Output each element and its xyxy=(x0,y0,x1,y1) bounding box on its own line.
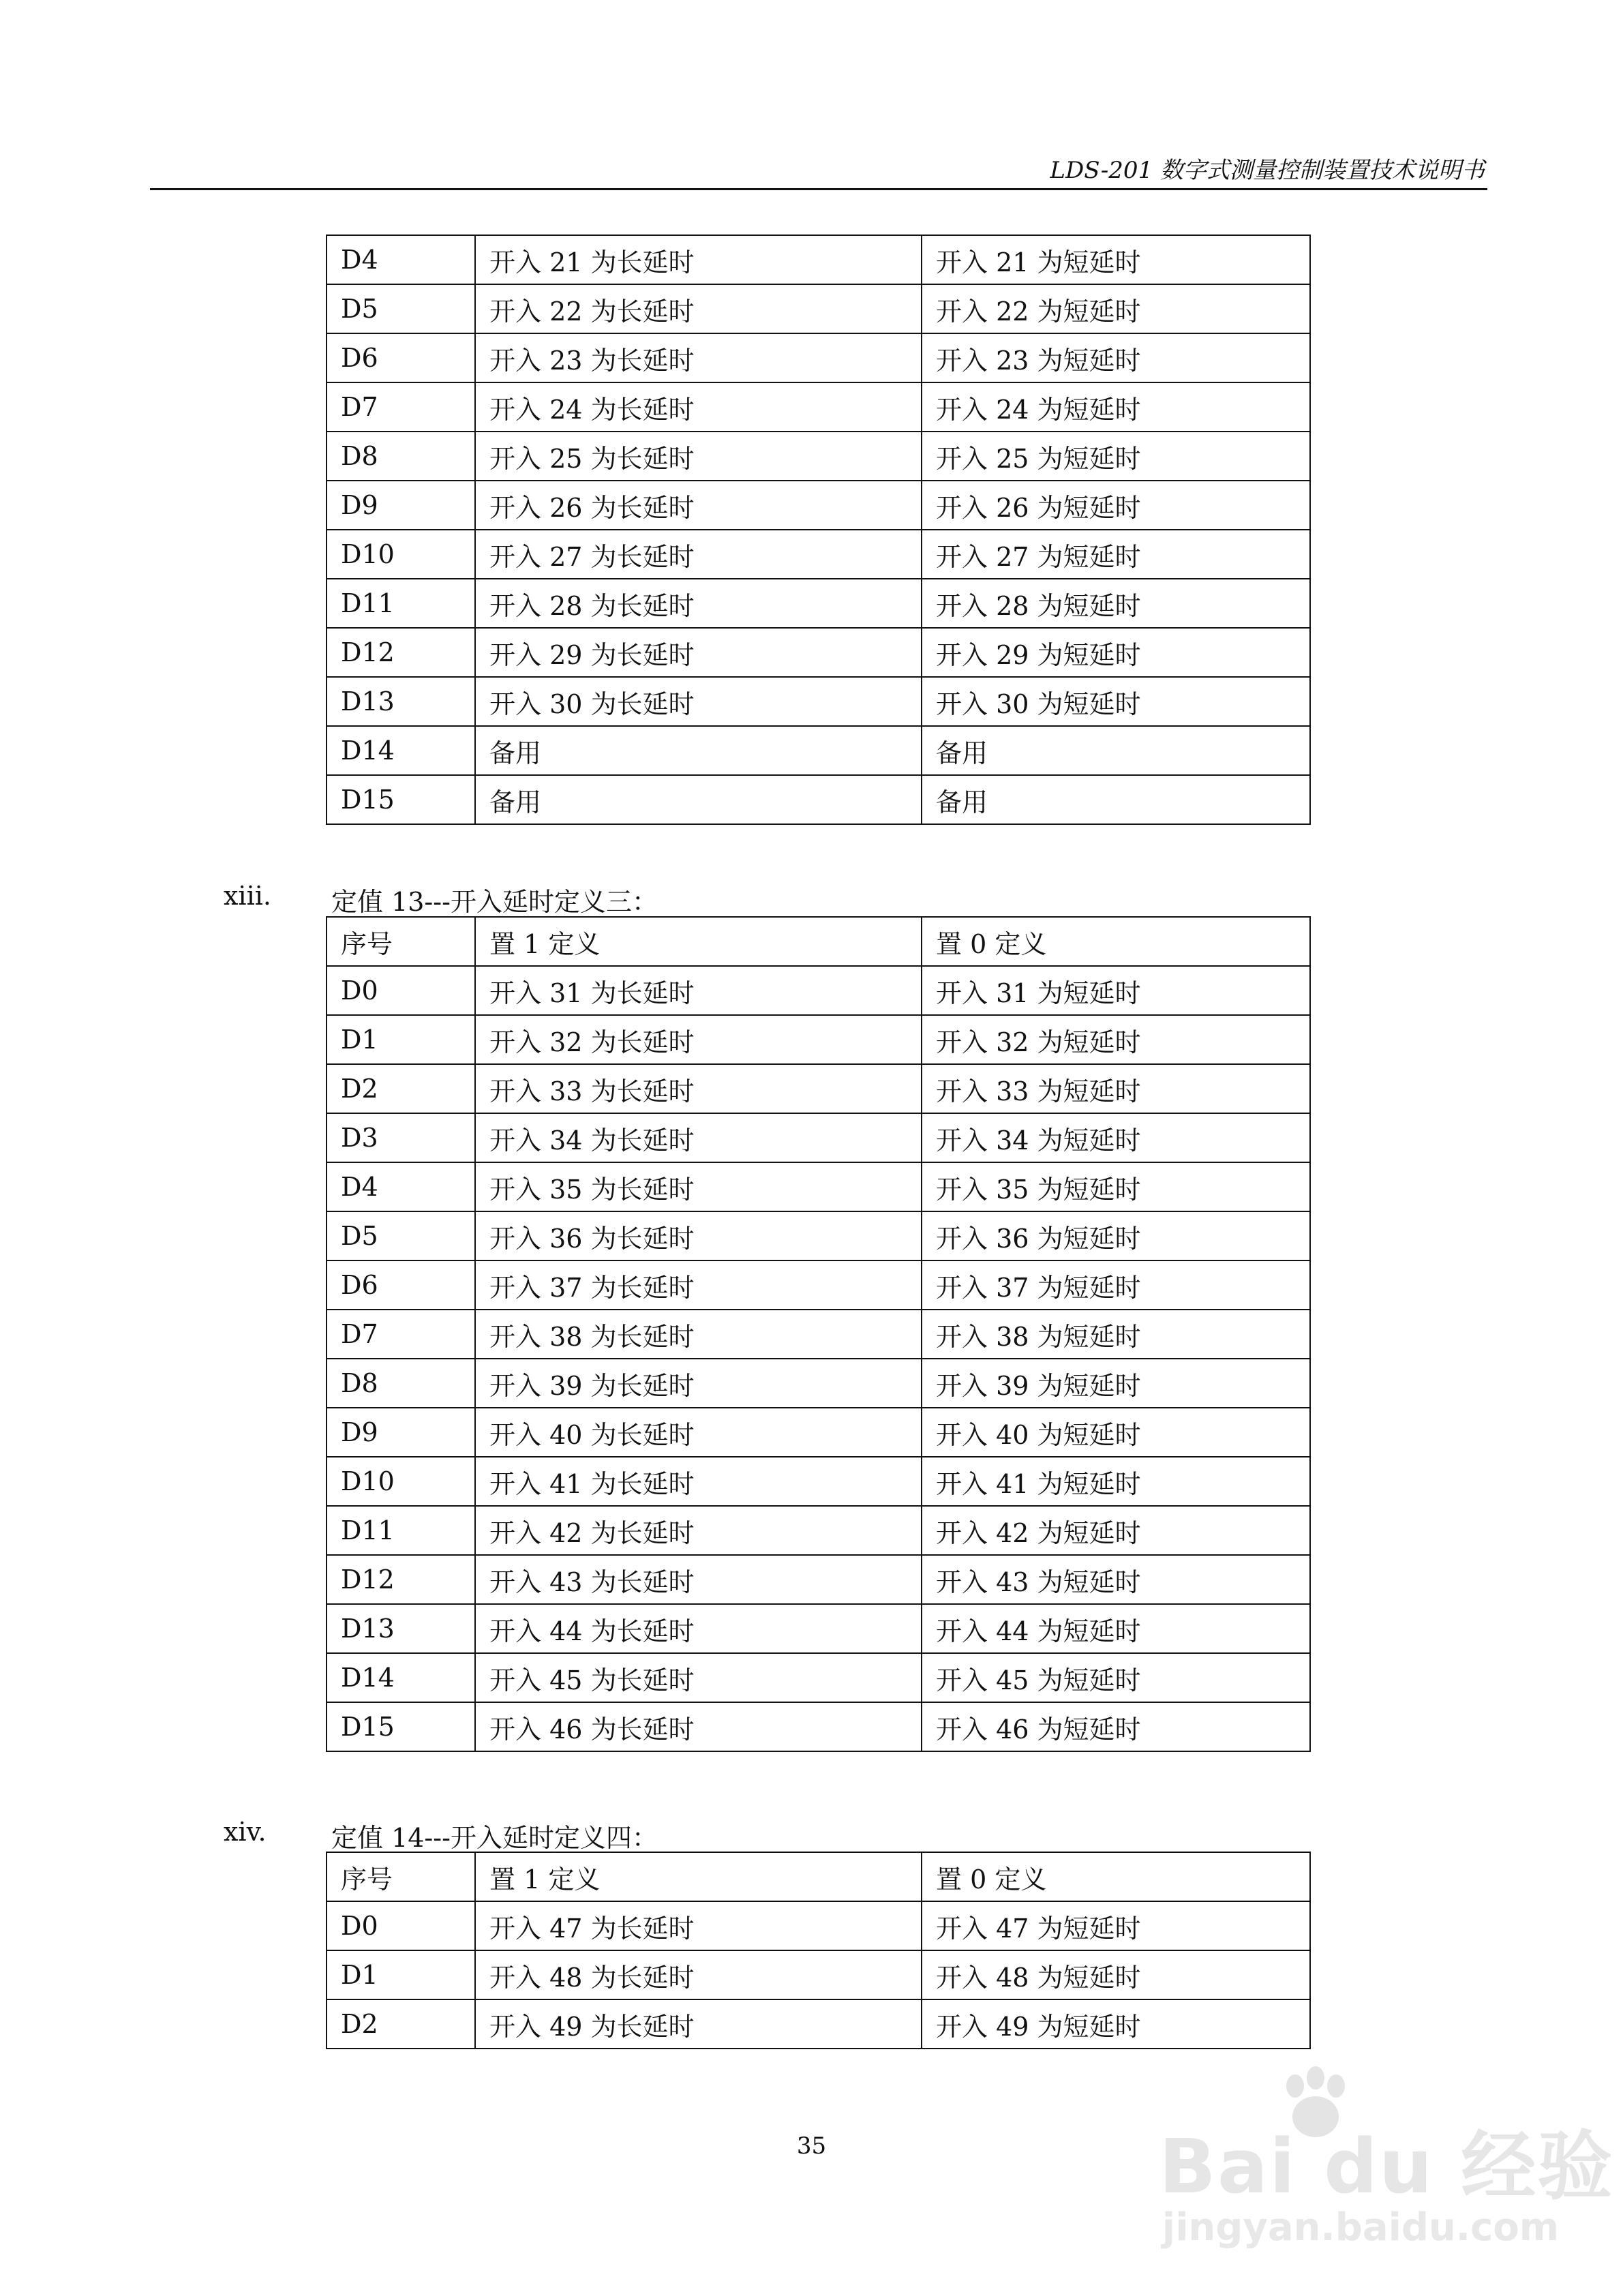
section-14-number: xiv. xyxy=(224,1817,267,1847)
table-row xyxy=(327,530,1310,579)
cell-index: D4 xyxy=(327,235,475,284)
cell-set1-definition: 开入 49 为长延时 xyxy=(475,1999,922,2049)
cell-set0-definition: 开入 41 为短延时 xyxy=(922,1457,1310,1506)
cell-set1-definition: 开入 31 为长延时 xyxy=(475,966,922,1015)
cell-set1-definition: 开入 37 为长延时 xyxy=(475,1260,922,1310)
cell-index: D15 xyxy=(327,775,475,824)
cell-index: D5 xyxy=(327,1211,475,1260)
cell-index: D14 xyxy=(327,726,475,775)
cell-index: D2 xyxy=(327,1064,475,1113)
table-header-row xyxy=(327,1852,1310,1901)
cell-index: D0 xyxy=(327,1901,475,1950)
cell-set1-definition: 开入 48 为长延时 xyxy=(475,1950,922,1999)
table-row xyxy=(327,1260,1310,1310)
cell-index: D2 xyxy=(327,1999,475,2049)
cell-set1-definition: 开入 28 为长延时 xyxy=(475,579,922,628)
cell-set1-definition: 开入 32 为长延时 xyxy=(475,1015,922,1064)
watermark-url: jingyan.baidu.com xyxy=(1162,2205,1560,2250)
cell-index: D13 xyxy=(327,1604,475,1653)
cell-set1-definition: 开入 30 为长延时 xyxy=(475,677,922,726)
cell-set1-definition: 开入 39 为长延时 xyxy=(475,1359,922,1408)
cell-set1-definition: 开入 35 为长延时 xyxy=(475,1162,922,1211)
cell-set1-definition: 开入 27 为长延时 xyxy=(475,530,922,579)
table-row xyxy=(327,1604,1310,1653)
cell-set1-definition: 开入 44 为长延时 xyxy=(475,1604,922,1653)
header-cell-set1: 置 1 定义 xyxy=(475,917,922,966)
cell-set1-definition: 开入 43 为长延时 xyxy=(475,1555,922,1604)
table-row xyxy=(327,966,1310,1015)
document-header-title: LDS-201 数字式测量控制装置技术说明书 xyxy=(1050,157,1485,184)
table-row xyxy=(327,1408,1310,1457)
header-divider xyxy=(150,188,1487,190)
cell-set1-definition: 开入 46 为长延时 xyxy=(475,1702,922,1751)
cell-index: D6 xyxy=(327,333,475,382)
cell-set0-definition: 开入 46 为短延时 xyxy=(922,1702,1310,1751)
cell-set0-definition: 开入 26 为短延时 xyxy=(922,481,1310,530)
cell-set0-definition: 开入 35 为短延时 xyxy=(922,1162,1310,1211)
section-13-title: 定值 13---开入延时定义三： xyxy=(331,887,658,917)
cell-set1-definition: 开入 24 为长延时 xyxy=(475,382,922,432)
cell-set0-definition: 开入 39 为短延时 xyxy=(922,1359,1310,1408)
table-row xyxy=(327,1555,1310,1604)
table-continued xyxy=(326,235,1311,825)
cell-index: D8 xyxy=(327,1359,475,1408)
cell-set1-definition: 开入 36 为长延时 xyxy=(475,1211,922,1260)
cell-set0-definition: 开入 25 为短延时 xyxy=(922,432,1310,481)
cell-index: D0 xyxy=(327,966,475,1015)
table-row xyxy=(327,333,1310,382)
cell-set1-definition: 开入 25 为长延时 xyxy=(475,432,922,481)
cell-set0-definition: 开入 40 为短延时 xyxy=(922,1408,1310,1457)
cell-set1-definition: 开入 40 为长延时 xyxy=(475,1408,922,1457)
cell-set1-definition: 开入 47 为长延时 xyxy=(475,1901,922,1950)
cell-set0-definition: 开入 37 为短延时 xyxy=(922,1260,1310,1310)
cell-index: D15 xyxy=(327,1702,475,1751)
watermark-logo-text: Bai du 经验 xyxy=(1159,2123,1614,2210)
page-number: 35 xyxy=(796,2132,827,2160)
cell-set0-definition: 备用 xyxy=(922,726,1310,775)
cell-index: D14 xyxy=(327,1653,475,1702)
cell-set0-definition: 开入 22 为短延时 xyxy=(922,284,1310,333)
cell-index: D4 xyxy=(327,1162,475,1211)
section-13-number: xiii. xyxy=(224,881,271,911)
cell-set1-definition: 开入 38 为长延时 xyxy=(475,1310,922,1359)
cell-index: D10 xyxy=(327,1457,475,1506)
cell-index: D3 xyxy=(327,1113,475,1162)
table-row xyxy=(327,235,1310,284)
table-row xyxy=(327,1999,1310,2049)
table-row xyxy=(327,284,1310,333)
table-row xyxy=(327,1064,1310,1113)
header-cell-set0: 置 0 定义 xyxy=(922,917,1310,966)
cell-set0-definition: 开入 23 为短延时 xyxy=(922,333,1310,382)
cell-set1-definition: 开入 42 为长延时 xyxy=(475,1506,922,1555)
table-row xyxy=(327,382,1310,432)
cell-index: D9 xyxy=(327,1408,475,1457)
cell-set1-definition: 开入 41 为长延时 xyxy=(475,1457,922,1506)
cell-set0-definition: 开入 45 为短延时 xyxy=(922,1653,1310,1702)
table-row xyxy=(327,432,1310,481)
cell-set1-definition: 开入 23 为长延时 xyxy=(475,333,922,382)
cell-index: D5 xyxy=(327,284,475,333)
cell-set0-definition: 开入 42 为短延时 xyxy=(922,1506,1310,1555)
table-row xyxy=(327,677,1310,726)
header-cell-set0: 置 0 定义 xyxy=(922,1852,1310,1901)
table-row xyxy=(327,1113,1310,1162)
cell-index: D11 xyxy=(327,579,475,628)
cell-index: D9 xyxy=(327,481,475,530)
cell-index: D6 xyxy=(327,1260,475,1310)
cell-index: D10 xyxy=(327,530,475,579)
baidu-watermark xyxy=(1159,2059,1614,2263)
cell-set0-definition: 开入 28 为短延时 xyxy=(922,579,1310,628)
cell-set0-definition: 开入 44 为短延时 xyxy=(922,1604,1310,1653)
table-row xyxy=(327,579,1310,628)
cell-set1-definition: 备用 xyxy=(475,726,922,775)
table-header-row xyxy=(327,917,1310,966)
cell-index: D1 xyxy=(327,1950,475,1999)
cell-set1-definition: 开入 26 为长延时 xyxy=(475,481,922,530)
cell-set0-definition: 开入 33 为短延时 xyxy=(922,1064,1310,1113)
table-row xyxy=(327,1015,1310,1064)
cell-set0-definition: 开入 48 为短延时 xyxy=(922,1950,1310,1999)
table-section-13 xyxy=(326,916,1311,1752)
cell-set0-definition: 开入 38 为短延时 xyxy=(922,1310,1310,1359)
table-row xyxy=(327,1310,1310,1359)
table-row xyxy=(327,1702,1310,1751)
header-cell-set1: 置 1 定义 xyxy=(475,1852,922,1901)
cell-index: D8 xyxy=(327,432,475,481)
cell-set0-definition: 开入 32 为短延时 xyxy=(922,1015,1310,1064)
cell-set0-definition: 开入 47 为短延时 xyxy=(922,1901,1310,1950)
cell-set1-definition: 开入 21 为长延时 xyxy=(475,235,922,284)
cell-index: D7 xyxy=(327,382,475,432)
cell-set1-definition: 备用 xyxy=(475,775,922,824)
table-row xyxy=(327,1359,1310,1408)
cell-set1-definition: 开入 33 为长延时 xyxy=(475,1064,922,1113)
cell-set0-definition: 开入 43 为短延时 xyxy=(922,1555,1310,1604)
cell-set0-definition: 开入 21 为短延时 xyxy=(922,235,1310,284)
cell-set0-definition: 开入 36 为短延时 xyxy=(922,1211,1310,1260)
cell-index: D11 xyxy=(327,1506,475,1555)
cell-set1-definition: 开入 34 为长延时 xyxy=(475,1113,922,1162)
cell-set0-definition: 开入 27 为短延时 xyxy=(922,530,1310,579)
cell-set0-definition: 开入 29 为短延时 xyxy=(922,628,1310,677)
table-row xyxy=(327,481,1310,530)
table-section-14 xyxy=(326,1852,1311,2049)
table-row xyxy=(327,775,1310,824)
table-row xyxy=(327,1653,1310,1702)
cell-set0-definition: 开入 30 为短延时 xyxy=(922,677,1310,726)
header-cell-index: 序号 xyxy=(327,1852,475,1901)
cell-set0-definition: 开入 49 为短延时 xyxy=(922,1999,1310,2049)
cell-set1-definition: 开入 29 为长延时 xyxy=(475,628,922,677)
cell-set0-definition: 开入 24 为短延时 xyxy=(922,382,1310,432)
cell-index: D13 xyxy=(327,677,475,726)
cell-set1-definition: 开入 45 为长延时 xyxy=(475,1653,922,1702)
cell-set0-definition: 备用 xyxy=(922,775,1310,824)
cell-index: D12 xyxy=(327,628,475,677)
header-cell-index: 序号 xyxy=(327,917,475,966)
table-row xyxy=(327,628,1310,677)
cell-index: D1 xyxy=(327,1015,475,1064)
table-row xyxy=(327,1950,1310,1999)
table-row xyxy=(327,1162,1310,1211)
section-14-title: 定值 14---开入延时定义四： xyxy=(331,1823,658,1853)
table-row xyxy=(327,1901,1310,1950)
table-row xyxy=(327,1211,1310,1260)
cell-index: D12 xyxy=(327,1555,475,1604)
cell-set1-definition: 开入 22 为长延时 xyxy=(475,284,922,333)
cell-set0-definition: 开入 31 为短延时 xyxy=(922,966,1310,1015)
table-row xyxy=(327,726,1310,775)
cell-index: D7 xyxy=(327,1310,475,1359)
cell-set0-definition: 开入 34 为短延时 xyxy=(922,1113,1310,1162)
table-row xyxy=(327,1457,1310,1506)
table-row xyxy=(327,1506,1310,1555)
